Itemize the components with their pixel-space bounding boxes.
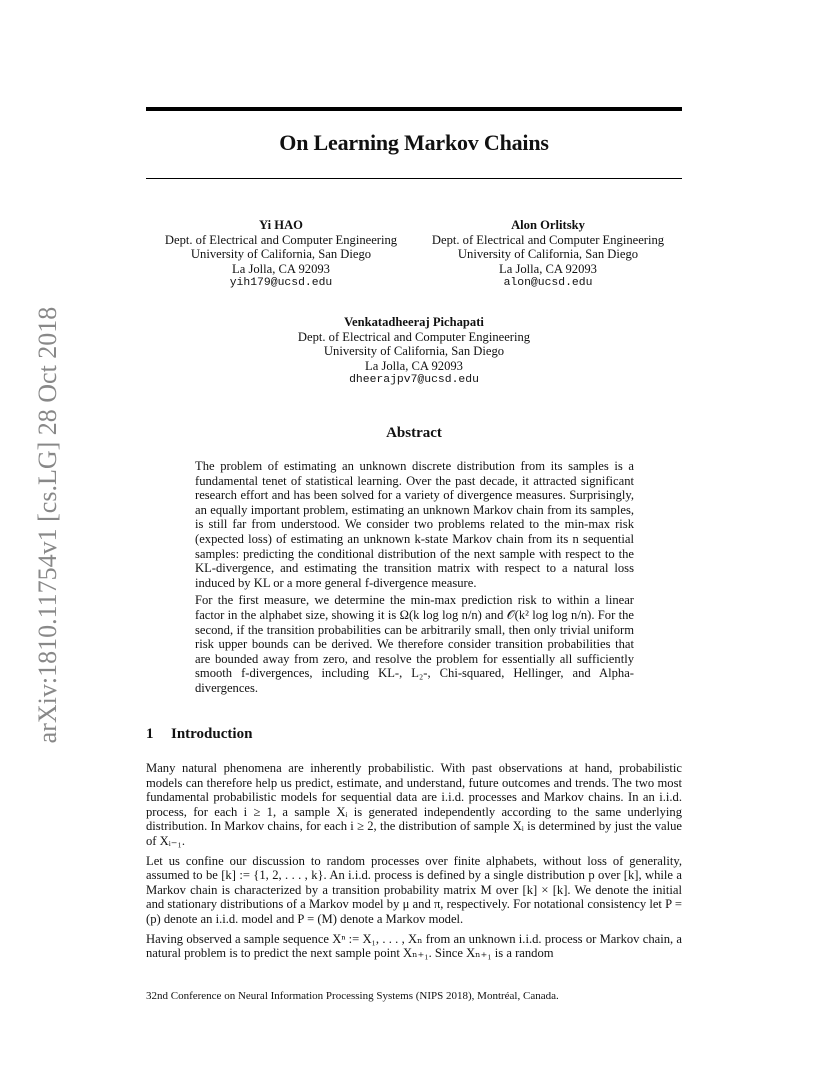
paper-title: On Learning Markov Chains [279, 130, 549, 155]
author-block [146, 218, 416, 291]
abstract [195, 459, 634, 699]
author-city: La Jolla, CA 92093 [232, 261, 330, 276]
author-email: yih179@ucsd.edu [229, 277, 333, 290]
body-paragraph: Let us confine our discussion to random processes over finite alphabets, without loss of generality, assumed to be [k] := {1, 2, . . . , k}. An i.i.d. process is defined by a single distribution p over [k], while a Markov chain is characterized by a transition probability matrix M over [k] × [k]. We denote the initial and stationary distributions of a Markov model by μ and π, respectively. For notational consistency let P = (p) denote an i.i.d. model and P = (M) denote a Markov model. [146, 853, 682, 926]
section-number: 1 [146, 726, 154, 742]
section-heading [146, 726, 252, 743]
author-email: alon@ucsd.edu [503, 277, 593, 290]
section-title: Introduction [171, 726, 253, 742]
top-rule [146, 107, 682, 111]
arxiv-identifier: arXiv:1810.11754v1 [cs.LG] 28 Oct 2018 [33, 306, 62, 744]
title-rule [146, 178, 682, 179]
author-univ: University of California, San Diego [457, 247, 639, 262]
author-univ: University of California, San Diego [323, 344, 505, 359]
author-name: Alon Orlitsky [511, 218, 585, 232]
conference-footnote: 32nd Conference on Neural Information Processing Systems (NIPS 2018), Montréal, Canada. [146, 990, 559, 1002]
abstract-paragraph: For the first measure, we determine the min-max prediction risk to within a linear factor in the alphabet size, showing it is Ω(k log log n/n) and 𝒪(k² log log n/n). For the second, if the transition probabilities can be arbitrarily small, then only trivial uniform risk upper bounds can be derived. We therefore consider transition probabilities that are bounded away from zero, and resolve the problem for essentially all sufficiently smooth f-divergences, including KL-, L₂-, Chi-squared, Hellinger, and Alpha-divergences. [195, 593, 634, 695]
author-block [279, 315, 549, 388]
author-email: dheerajpv7@ucsd.edu [349, 374, 479, 387]
abstract-heading: Abstract [386, 425, 442, 441]
author-univ: University of California, San Diego [190, 247, 372, 262]
body-paragraph: Having observed a sample sequence Xⁿ := X₁, . . . , Xₙ from an unknown i.i.d. process or Markov chain, a natural problem is to predict the next sample point Xₙ₊₁. Since Xₙ₊₁ is a random [146, 931, 682, 961]
author-dept: Dept. of Electrical and Computer Engineering [431, 232, 665, 247]
author-dept: Dept. of Electrical and Computer Engineering [164, 232, 398, 247]
author-dept: Dept. of Electrical and Computer Engineering [297, 329, 531, 344]
author-name: Yi HAO [259, 218, 303, 232]
body-paragraph: Many natural phenomena are inherently probabilistic. With past observations at hand, probabilistic models can therefore help us predict, estimate, and understand, future outcomes and trends. The two most fundamental probabilistic models for sequential data are i.i.d. processes and Markov chains. In an i.i.d. process, for each i ≥ 1, a sample Xᵢ is generated independently according to the same underlying distribution. In Markov chains, for each i ≥ 2, the distribution of sample Xᵢ is determined by just the value of Xᵢ₋₁. [146, 761, 682, 848]
author-block [413, 218, 683, 291]
introduction-body [146, 761, 682, 966]
author-name: Venkatadheeraj Pichapati [344, 315, 484, 329]
author-city: La Jolla, CA 92093 [365, 358, 463, 373]
author-city: La Jolla, CA 92093 [499, 261, 597, 276]
abstract-paragraph: The problem of estimating an unknown discrete distribution from its samples is a fundamental tenet of statistical learning. Over the past decade, it attracted significant research effort and has been solved for a variety of divergence measures. Surprisingly, an equally important problem, estimating an unknown Markov chain from its samples, is still far from understood. We consider two problems related to the min-max risk (expected loss) of estimating an unknown k-state Markov chain from its n sequential samples: predicting the conditional distribution of the next sample with respect to the KL-divergence, and estimating the transition matrix with respect to a natural loss induced by KL or a more general f-divergence measure. [195, 459, 634, 590]
